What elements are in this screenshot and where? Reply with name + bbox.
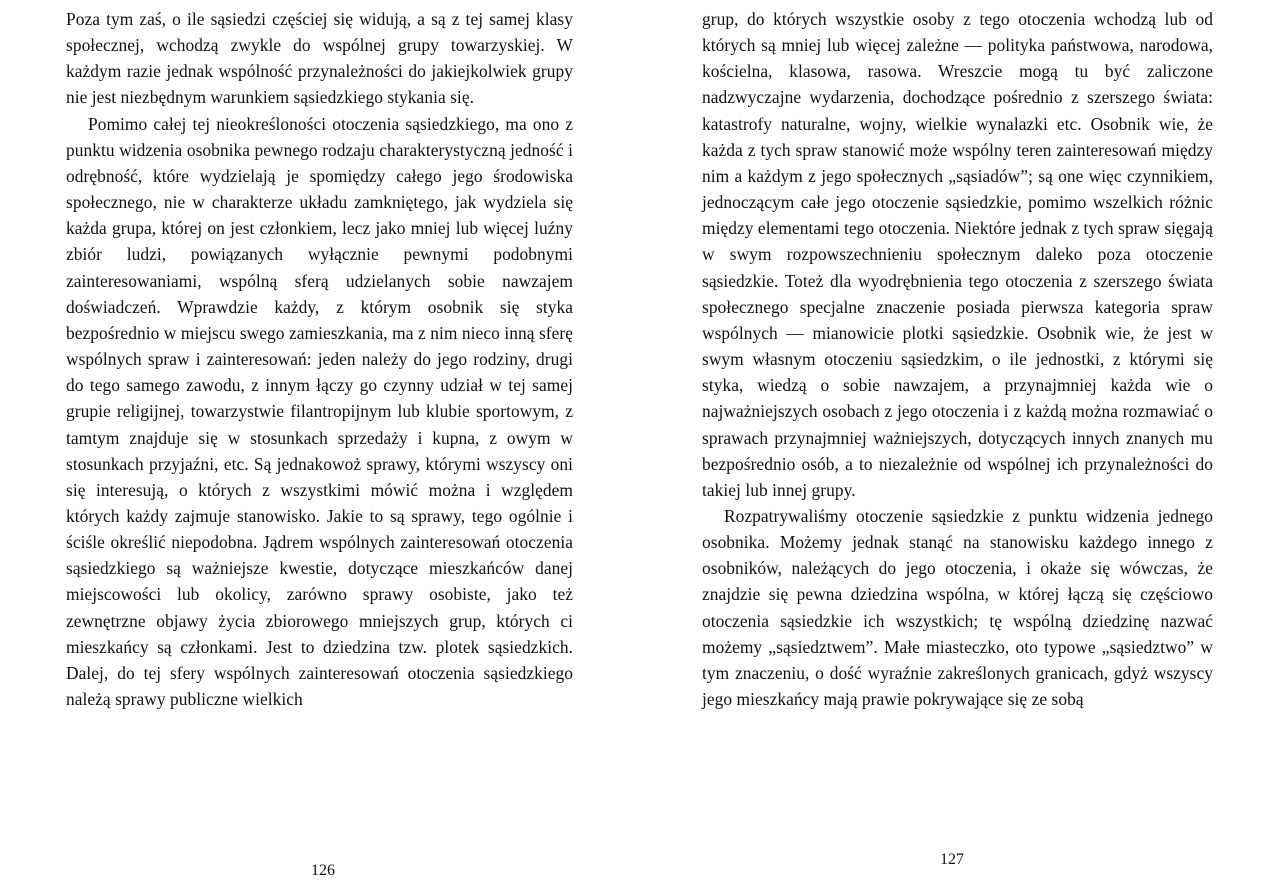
left-paragraph-1: Poza tym zaś, o ile sąsiedzi częściej się widują, a są z tej samej klasy społecznej, wchodzą zwykle do wspólnej grupy towarzyskiej. W każdym razie jednak wspólność przynależności do jakiejkolwiek grupy nie jest niezbędnym warunkiem sąsiedzkiego stykania się.	[66, 9, 573, 108]
right-paragraph-1: grup, do których wszystkie osoby z tego otoczenia wchodzą lub od których są mniej lub więcej zależne — polityka państwowa, narodowa, kościelna, klasowa, rasowa. Wreszcie mogą tu być zaliczone nadzwyczajne wydarzenia, dochodzące pośrednio z szerszego świata: katastrofy naturalne, wojny, wielkie wynalazki etc. Osobnik wie, że każda z tych spraw stanowić może wspólny teren zainteresowań między nim a każdym z jego społecznych „sąsiadów”; są one więc czynnikiem, jednoczącym całe jego otoczenie sąsiedzkie, pomimo wszelkich różnic między elementami tego otoczenia. Niektóre jednak z tych spraw sięgają w swym rozpowszechnieniu społecznym daleko poza otoczenie sąsiedzkie. Toteż dla wyodrębnienia tego otoczenia z szerszego świata społecznego specjalne znaczenie posiada pierwsza kategoria spraw wspólnych — mianowicie plotki sąsiedzkie. Osobnik wie, że jest w swym własnym otoczeniu sąsiedzkim, o ile jednostki, z którymi się styka, wiedzą o sobie nawzajem, a przynajmniej każda wie o najważniejszych osobach z jego otoczenia i z każdą można rozmawiać o sprawach przynajmniej ważniejszych, dotyczących innych znanych mu bezpośrednio osób, a to niezależnie od wspólnej ich przynależności do takiej lub innej grupy.	[702, 9, 1213, 500]
right-page-text	[702, 6, 1213, 712]
left-page-text	[66, 6, 573, 712]
left-paragraph-2: Pomimo całej tej nieokreśloności otoczenia sąsiedzkiego, ma ono z punktu widzenia osobnika pewnego rodzaju charakterystyczną jedność i odrębność, które wydzielają je spomiędzy całego jego środowiska społecznego, nie w charakterze układu zamkniętego, jak wydziela się każda grupa, której on jest członkiem, lecz jako mniej lub więcej luźny zbiór ludzi, powiązanych wyłącznie pewnymi podobnymi zainteresowaniami, wspólną sferą udzielanych sobie nawzajem doświadczeń. Wprawdzie każdy, z którym osobnik się styka bezpośrednio w miejscu swego zamieszkania, ma z nim nieco inną sferę wspólnych spraw i zainteresowań: jeden należy do jego rodziny, drugi do tego samego zawodu, z innym łączy go czynny udział w tej samej grupie religijnej, towarzystwie filantropijnym lub klubie sportowym, z tamtym znajduje się w stosunkach sprzedaży i kupna, z owym w stosunkach przyjaźni, etc. Są jednakowoż sprawy, którymi wszyscy oni się interesują, o których z wszystkimi mówić można i względem których każdy zajmuje stanowisko. Jakie to są sprawy, tego ogólnie i ściśle określić niepodobna. Jądrem wspólnych zainteresowań otoczenia sąsiedzkiego są ważniejsze kwestie, dotyczące mieszkańców danej miejscowości lub okolicy, zarówno sprawy osobiste, jako też zewnętrzne objawy życia zbiorowego mniejszych grup, których ci mieszkańcy są członkami. Jest to dziedzina tzw. plotek sąsiedzkich. Dalej, do tej sfery wspólnych zainteresowań otoczenia sąsiedzkiego należą sprawy publiczne wielkich	[66, 113, 573, 710]
left-page-number: 126	[311, 862, 335, 879]
right-page-number: 127	[940, 851, 964, 868]
right-paragraph-2: Rozpatrywaliśmy otoczenie sąsiedzkie z punktu widzenia jednego osobnika. Możemy jednak stanąć na stanowisku każdego innego z osobników, należących do jego otoczenia, i okaże się wówczas, że znajdzie się pewna dziedzina wspólna, w której łączą się częściowo otoczenia sąsiedzkie ich wszystkich; tę wspólną dziedzinę nazwać możemy „sąsiedztwem”. Małe miasteczko, oto typowe „sąsiedztwo” w tym znaczeniu, o dość wyraźnie zakreślonych granicach, gdyż wszyscy jego mieszkańcy mają prawie pokrywające się ze sobą	[702, 505, 1213, 710]
left-page	[0, 0, 631, 893]
right-page	[631, 0, 1263, 893]
